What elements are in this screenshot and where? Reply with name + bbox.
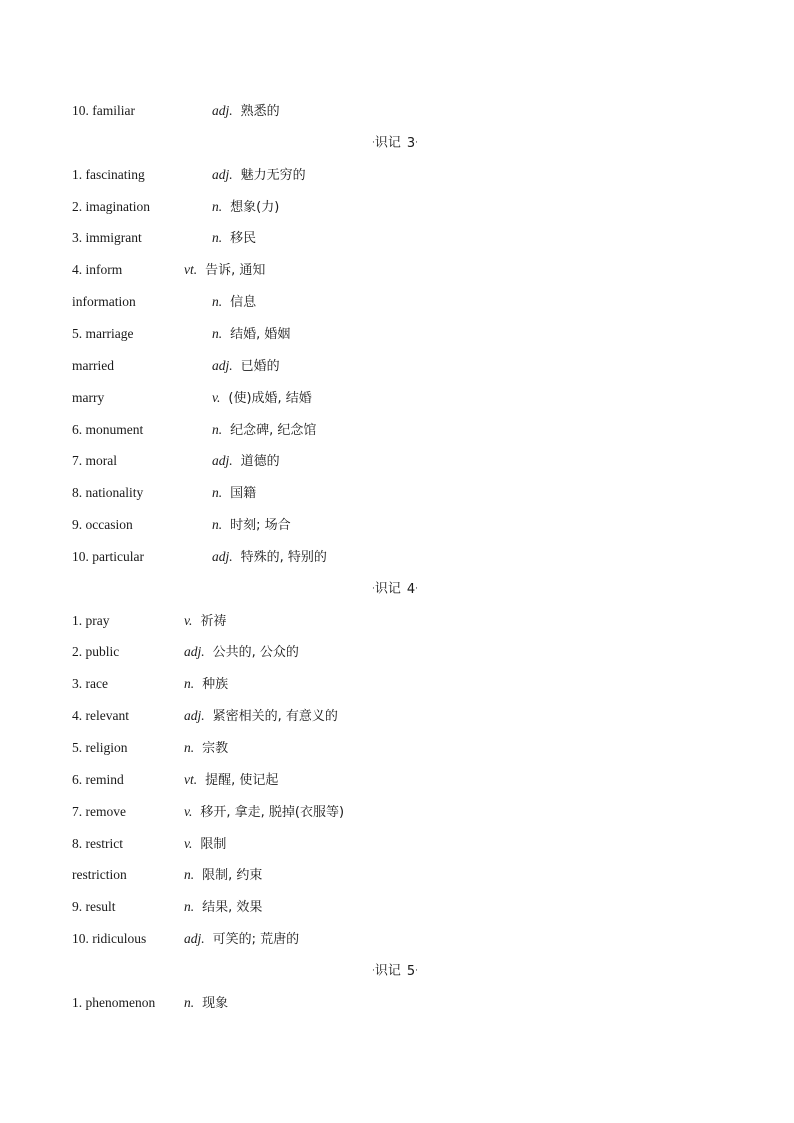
vocab-word: 7. remove [72,804,126,819]
vocab-definition [212,420,316,441]
vocab-word: 6. monument [72,422,144,437]
vocab-definition [212,547,327,568]
section-heading [372,133,418,153]
part-of-speech: adj. [184,931,205,946]
chinese-meaning: 紧密相关的, 有意义的 [212,709,338,724]
vocab-definition [184,802,344,823]
vocab-word: 6. remind [72,772,124,787]
vocab-definition [184,865,262,886]
vocab-definition [184,738,228,759]
vocab-definition [212,165,306,186]
heading-label: 识记 [374,135,401,151]
part-of-speech: adj. [212,103,233,118]
part-of-speech: adj. [212,167,233,182]
chinese-meaning: 宗教 [202,741,229,756]
part-of-speech: n. [212,230,223,245]
vocab-definition [184,642,299,663]
part-of-speech: n. [184,995,195,1010]
heading-dot-right: · [415,138,419,148]
part-of-speech: n. [212,199,223,214]
vocab-word: 1. pray [72,613,110,628]
heading-dot-left: · [372,138,375,148]
vocab-word: 5. religion [72,740,128,755]
vocab-definition [184,611,226,632]
vocab-word: 3. immigrant [72,230,142,245]
chinese-meaning: 信息 [230,295,257,310]
chinese-meaning: 提醒, 使记起 [205,773,279,788]
part-of-speech: adj. [212,549,233,564]
part-of-speech: n. [184,676,195,691]
vocab-word: 10. familiar [72,103,135,118]
vocab-word: 10. ridiculous [72,931,147,946]
part-of-speech: n. [212,326,223,341]
heading-dot-left: · [372,966,375,976]
vocab-word: information [72,294,136,309]
vocab-word: 8. restrict [72,836,123,851]
part-of-speech: v. [184,836,193,851]
heading-dot-left: · [372,584,375,594]
vocab-definition [184,834,226,855]
vocab-definition [212,483,256,504]
chinese-meaning: 限制, 约束 [202,868,263,883]
vocab-word: married [72,358,114,373]
vocab-word: 8. nationality [72,485,144,500]
vocab-definition [212,197,279,218]
heading-label: 识记 [374,581,401,597]
heading-dot-right: · [415,966,419,976]
chinese-meaning: 时刻; 场合 [230,518,291,533]
vocab-word: 3. race [72,676,108,691]
part-of-speech: n. [184,740,195,755]
vocab-definition [184,706,338,727]
vocab-word: 2. public [72,644,120,659]
vocab-word: 10. particular [72,549,144,564]
chinese-meaning: 限制 [200,837,227,852]
vocab-definition [184,260,265,281]
part-of-speech: vt. [184,262,198,277]
part-of-speech: n. [212,485,223,500]
vocab-definition [184,674,228,695]
vocab-definition [212,101,280,122]
chinese-meaning: 结婚, 婚姻 [230,327,291,342]
heading-number: 3 [406,135,416,151]
vocab-definition [212,228,256,249]
vocab-definition [184,993,228,1014]
chinese-meaning: 告诉, 通知 [205,263,266,278]
chinese-meaning: 道德的 [240,454,280,469]
vocab-definition [184,897,262,918]
vocab-word: 9. occasion [72,517,133,532]
chinese-meaning: 现象 [202,996,229,1011]
chinese-meaning: 可笑的; 荒唐的 [212,932,300,947]
vocab-definition [212,324,290,345]
part-of-speech: v. [184,613,193,628]
vocab-definition [212,451,280,472]
chinese-meaning: 魅力无穷的 [240,168,306,183]
section-heading [372,579,418,599]
chinese-meaning: 结果, 效果 [202,900,263,915]
vocab-word: 7. moral [72,453,117,468]
chinese-meaning: (使)成婚, 结婚 [228,391,312,406]
vocab-word: 5. marriage [72,326,134,341]
vocab-definition [184,929,299,950]
vocab-word: restriction [72,867,127,882]
vocab-word: 2. imagination [72,199,150,214]
vocab-word: 9. result [72,899,116,914]
chinese-meaning: 熟悉的 [240,104,280,119]
chinese-meaning: 祈祷 [200,614,227,629]
part-of-speech: adj. [212,453,233,468]
vocab-definition [212,388,312,409]
part-of-speech: v. [212,390,221,405]
chinese-meaning: 移民 [230,231,257,246]
vocab-definition [184,770,278,791]
vocab-word: 1. fascinating [72,167,145,182]
section-heading [372,961,418,981]
chinese-meaning: 公共的, 公众的 [212,645,299,660]
part-of-speech: vt. [184,772,198,787]
chinese-meaning: 国籍 [230,486,257,501]
chinese-meaning: 想象(力) [230,200,280,215]
part-of-speech: adj. [184,708,205,723]
part-of-speech: n. [184,899,195,914]
chinese-meaning: 纪念碑, 纪念馆 [230,423,317,438]
heading-dot-right: · [415,584,419,594]
vocab-definition [212,356,280,377]
part-of-speech: n. [212,294,223,309]
vocab-word: 4. inform [72,262,123,277]
chinese-meaning: 已婚的 [240,359,280,374]
vocab-word: 4. relevant [72,708,129,723]
vocab-word: marry [72,390,105,405]
part-of-speech: n. [184,867,195,882]
part-of-speech: n. [212,517,223,532]
vocab-word: 1. phenomenon [72,995,156,1010]
part-of-speech: v. [184,804,193,819]
part-of-speech: n. [212,422,223,437]
heading-number: 4 [406,581,416,597]
heading-number: 5 [406,963,416,979]
part-of-speech: adj. [184,644,205,659]
chinese-meaning: 种族 [202,677,229,692]
chinese-meaning: 特殊的, 特别的 [240,550,327,565]
heading-label: 识记 [374,963,401,979]
part-of-speech: adj. [212,358,233,373]
vocab-definition [212,515,291,536]
chinese-meaning: 移开, 拿走, 脱掉(衣服等) [200,805,345,820]
vocab-definition [212,292,256,313]
